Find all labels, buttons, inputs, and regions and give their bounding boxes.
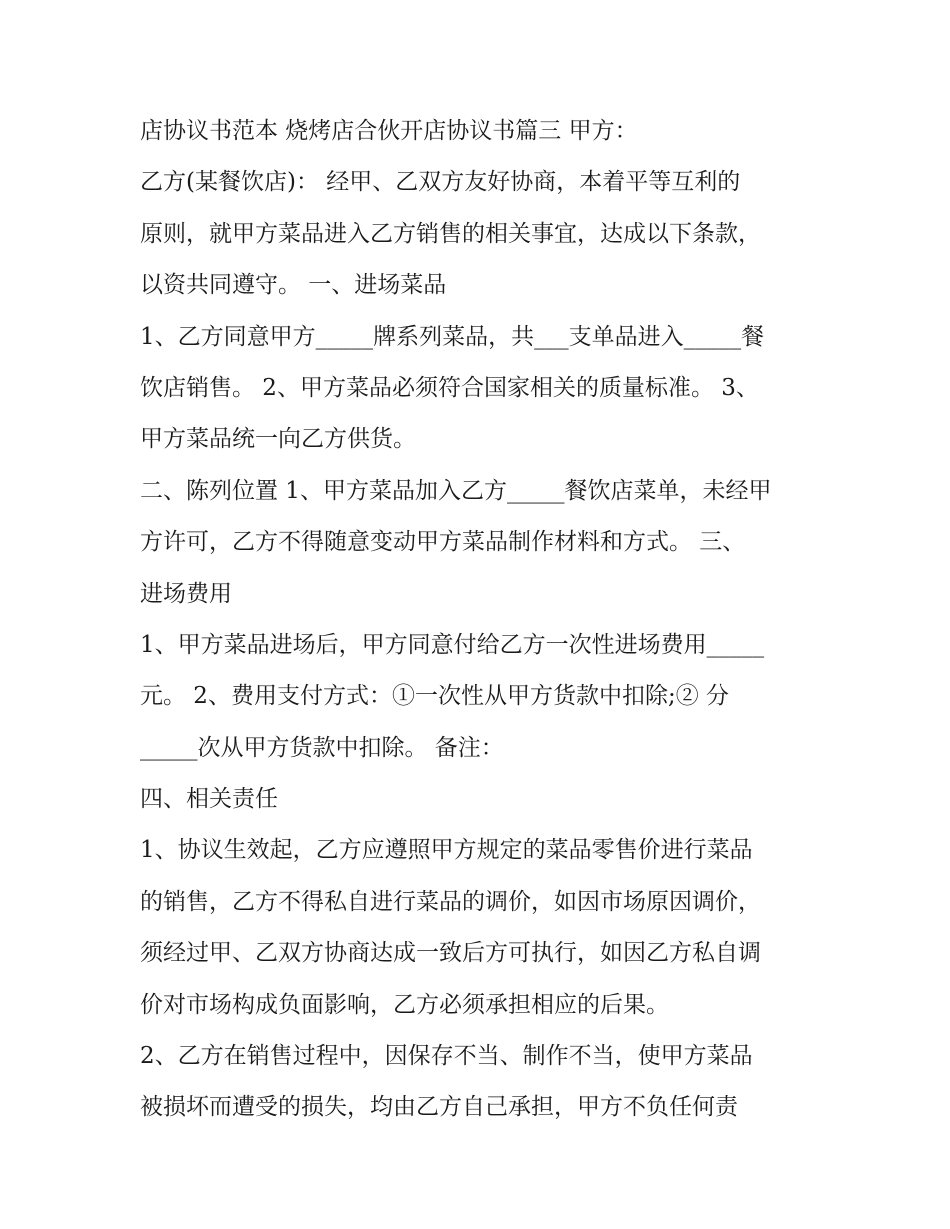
- text-line: 甲方菜品统一向乙方供货。: [140, 426, 416, 453]
- text-line: 乙方(某餐饮店)： 经甲、乙双方友好协商，本着平等互利的: [140, 169, 741, 196]
- text-line: 价对市场构成负面影响，乙方必须承担相应的后果。: [140, 991, 669, 1018]
- text-line: 以资共同遵守。 一、进场菜品: [140, 272, 447, 299]
- text-line: 被损坏而遭受的损失，均由乙方自己承担，甲方不负任何责: [140, 1094, 738, 1121]
- text-line: 饮店销售。 2、甲方菜品必须符合国家相关的质量标准。 3、: [140, 374, 759, 401]
- text-line: 方许可，乙方不得随意变动甲方菜品制作材料和方式。 三、: [140, 529, 746, 556]
- text-line: 二、陈列位置 1、甲方菜品加入乙方_____餐饮店菜单，未经甲: [140, 477, 772, 504]
- text-line: 进场费用: [140, 580, 232, 607]
- text-line: _____次从甲方货款中扣除。 备注：: [140, 734, 504, 761]
- text-line: 2、乙方在销售过程中，因保存不当、制作不当，使甲方菜品: [140, 1043, 753, 1070]
- text-line: 原则，就甲方菜品进入乙方销售的相关事宜，达成以下条款，: [140, 220, 761, 247]
- text-line: 四、相关责任: [140, 786, 278, 813]
- text-line: 的销售，乙方不得私自进行菜品的调价，如因市场原因调价，: [140, 888, 761, 915]
- text-line: 1、乙方同意甲方_____牌系列菜品，共___支单品进入_____餐: [140, 323, 765, 350]
- text-line: 1、协议生效起，乙方应遵照甲方规定的菜品零售价进行菜品: [140, 837, 753, 864]
- text-line: 须经过甲、乙双方协商达成一致后方可执行，如因乙方私自调: [140, 940, 761, 967]
- text-line: 店协议书范本 烧烤店合伙开店协议书篇三 甲方：: [140, 118, 638, 144]
- text-line: 1、甲方菜品进场后，甲方同意付给乙方一次性进场费用_____: [140, 631, 765, 658]
- text-line: 元。 2、费用支付方式：①一次性从甲方货款中扣除;② 分: [140, 683, 730, 710]
- document-body: [140, 106, 820, 1134]
